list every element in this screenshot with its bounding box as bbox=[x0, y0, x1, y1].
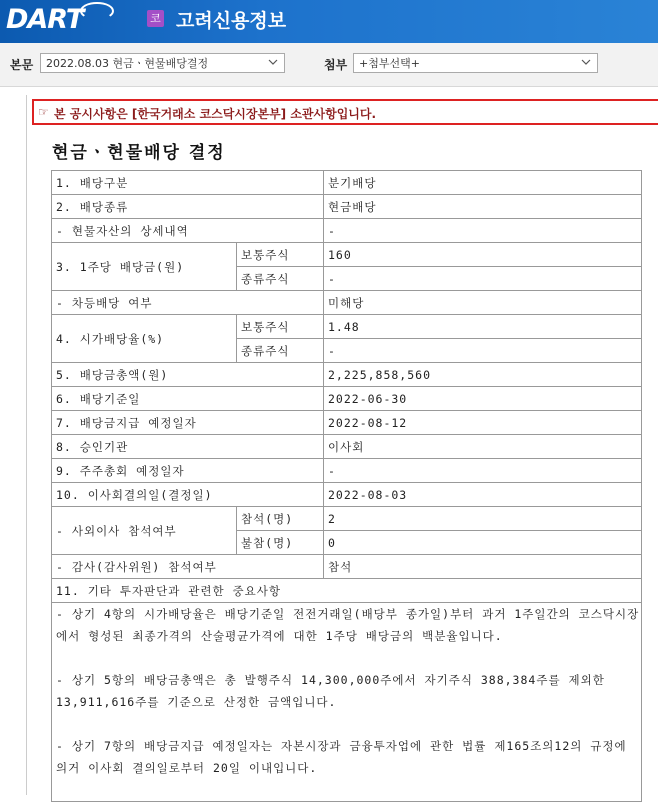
table-row bbox=[52, 435, 642, 459]
chevron-down-icon bbox=[581, 57, 591, 67]
table-row bbox=[52, 603, 642, 802]
row-label: - 사외이사 참석여부 bbox=[52, 507, 237, 555]
row-value: 2 bbox=[324, 507, 642, 531]
row-value: 2022-08-03 bbox=[324, 483, 642, 507]
row-label: 11. 기타 투자판단과 관련한 중요사항 bbox=[52, 579, 642, 603]
top-header bbox=[0, 0, 658, 43]
row-label: 5. 배당금총액(원) bbox=[52, 363, 324, 387]
table-row bbox=[52, 387, 642, 411]
row-label: 10. 이사회결의일(결정일) bbox=[52, 483, 324, 507]
row-label: 1. 배당구분 bbox=[52, 171, 324, 195]
row-value: - bbox=[324, 219, 642, 243]
dart-logo-ring-icon bbox=[80, 2, 114, 20]
row-value: 2,225,858,560 bbox=[324, 363, 642, 387]
table-row bbox=[52, 579, 642, 603]
attach-label: 첨부 bbox=[324, 58, 348, 72]
table-row bbox=[52, 483, 642, 507]
row-label: - 현물자산의 상세내역 bbox=[52, 219, 324, 243]
table-row bbox=[52, 195, 642, 219]
row-sublabel: 불참(명) bbox=[237, 531, 324, 555]
row-label: 2. 배당종류 bbox=[52, 195, 324, 219]
row-value: 분기배당 bbox=[324, 171, 642, 195]
row-value: 2022-08-12 bbox=[324, 411, 642, 435]
row-sublabel: 보통주식 bbox=[237, 243, 324, 267]
row-label: 4. 시가배당율(%) bbox=[52, 315, 237, 363]
row-value: 현금배당 bbox=[324, 195, 642, 219]
row-sublabel: 참석(명) bbox=[237, 507, 324, 531]
row-label: 9. 주주총회 예정일자 bbox=[52, 459, 324, 483]
notice-banner bbox=[32, 99, 658, 125]
row-sublabel: 종류주식 bbox=[237, 339, 324, 363]
table-row bbox=[52, 243, 642, 267]
row-label: 6. 배당기준일 bbox=[52, 387, 324, 411]
row-label: 3. 1주당 배당금(원) bbox=[52, 243, 237, 291]
row-label: - 감사(감사위원) 참석여부 bbox=[52, 555, 324, 579]
row-value: 0 bbox=[324, 531, 642, 555]
note-paragraph: - 상기 5항의 배당금총액은 총 발행주식 14,300,000주에서 자기주식 388,384주를 제외한 13,911,616주를 기준으로 산정한 금액입니다. bbox=[56, 673, 605, 709]
row-value: - bbox=[324, 459, 642, 483]
row-value: - bbox=[324, 267, 642, 291]
row-value: 미해당 bbox=[324, 291, 642, 315]
table-row bbox=[52, 363, 642, 387]
table-row bbox=[52, 507, 642, 531]
row-value: 1.48 bbox=[324, 315, 642, 339]
row-value: 160 bbox=[324, 243, 642, 267]
table-row bbox=[52, 555, 642, 579]
row-label: 8. 승인기관 bbox=[52, 435, 324, 459]
row-value: - bbox=[324, 339, 642, 363]
notice-text: 본 공시사항은 [한국거래소 코스닥시장본부] 소관사항입니다. bbox=[54, 107, 377, 121]
document-control-bar bbox=[0, 43, 658, 87]
row-label: - 차등배당 여부 bbox=[52, 291, 324, 315]
body-select-value: 2022.08.03 현금ㆍ현물배당결정 bbox=[46, 57, 209, 70]
document-title: 현금ㆍ현물배당 결정 bbox=[52, 143, 226, 163]
attach-select[interactable] bbox=[353, 53, 598, 73]
table-row bbox=[52, 291, 642, 315]
body-select[interactable] bbox=[40, 53, 285, 73]
row-sublabel: 보통주식 bbox=[237, 315, 324, 339]
row-value: 2022-06-30 bbox=[324, 387, 642, 411]
note-paragraph: - 상기 4항의 시가배당율은 배당기준일 전전거래일(배당부 종가일)부터 과거 1주일간의 코스닥시장에서 형성된 최종가격의 산술평균가격에 대한 1주당 배당금의 백분율입니다. bbox=[56, 607, 640, 643]
row-label: 7. 배당금지급 예정일자 bbox=[52, 411, 324, 435]
pointing-hand-icon: ☞ bbox=[38, 105, 49, 119]
row-sublabel: 종류주식 bbox=[237, 267, 324, 291]
table-row bbox=[52, 411, 642, 435]
company-name[interactable]: 고려신용정보 bbox=[176, 10, 287, 32]
row-value: 참석 bbox=[324, 555, 642, 579]
table-row bbox=[52, 315, 642, 339]
dart-logo[interactable]: DART bbox=[6, 4, 84, 35]
attach-select-value: +첨부선택+ bbox=[359, 57, 420, 70]
disclosure-table bbox=[51, 170, 642, 802]
table-row bbox=[52, 459, 642, 483]
notes-cell bbox=[52, 603, 642, 802]
row-value: 이사회 bbox=[324, 435, 642, 459]
table-row bbox=[52, 219, 642, 243]
table-row bbox=[52, 171, 642, 195]
chevron-down-icon bbox=[268, 57, 278, 67]
corp-market-badge: 코 bbox=[147, 10, 164, 27]
body-label: 본문 bbox=[10, 58, 34, 72]
note-paragraph: - 상기 7항의 배당금지급 예정일자는 자본시장과 금융투자업에 관한 법률 제165조의12의 규정에 의거 이사회 결의일로부터 20일 이내입니다. bbox=[56, 739, 627, 775]
